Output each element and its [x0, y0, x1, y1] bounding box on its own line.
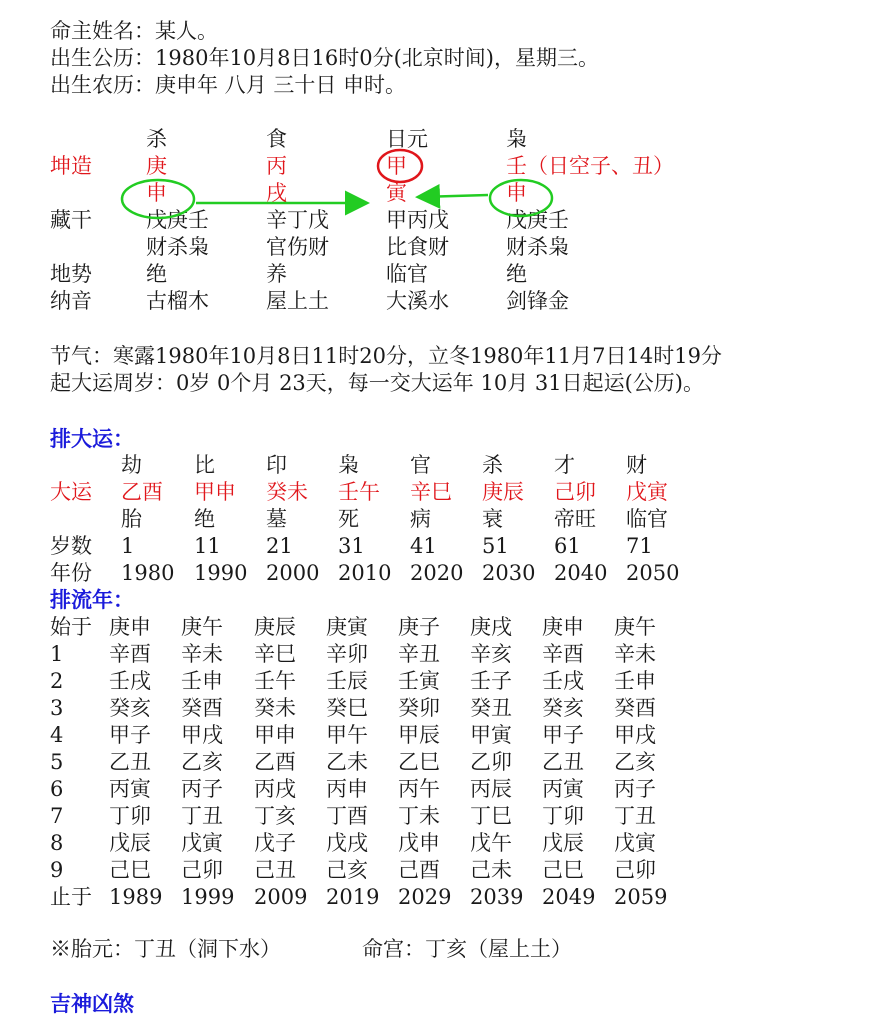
liunian-cell: 2029	[398, 885, 452, 909]
liunian-cell: 丙戌	[254, 777, 296, 801]
liunian-cell: 甲寅	[470, 723, 512, 747]
dayun-ganzhi: 庚辰	[482, 480, 524, 504]
liunian-cell: 己亥	[326, 858, 368, 882]
dayun-ganzhi: 己卯	[554, 480, 596, 504]
liunian-title: 排流年：	[50, 587, 134, 612]
liunian-cell: 戊戌	[326, 831, 368, 855]
pillar-nayin: 剑锋金	[506, 289, 569, 313]
liunian-cell: 壬申	[181, 669, 223, 693]
liunian-cell: 己卯	[181, 858, 223, 882]
dayun-ganzhi: 戊寅	[626, 480, 668, 504]
dayun-label: 大运	[50, 480, 92, 504]
dayun-state: 墓	[266, 507, 287, 531]
dayun-state: 帝旺	[554, 507, 596, 531]
pillar-shishen: 日元	[386, 127, 428, 151]
minggong-line: 命宫：丁亥（屋上土）	[362, 937, 572, 961]
liunian-cell: 庚午	[614, 615, 656, 639]
liunian-cell: 癸亥	[542, 696, 584, 720]
pillar-stem: 甲	[386, 154, 407, 178]
pillar-nayin: 屋上土	[266, 289, 329, 313]
liunian-cell: 己丑	[254, 858, 296, 882]
name-line: 命主姓名：某人。	[50, 19, 218, 43]
liunian-cell: 甲戌	[614, 723, 656, 747]
liunian-cell: 庚戌	[470, 615, 512, 639]
dishi-label: 地势	[50, 262, 92, 286]
green-arrow-hour-to-day	[420, 195, 488, 197]
dayun-state: 衰	[482, 507, 503, 531]
pillar-canggan-shishen: 财杀枭	[506, 235, 569, 259]
dayun-year: 1980	[121, 561, 175, 585]
dayun-state: 死	[338, 507, 359, 531]
dayun-shishen: 印	[266, 453, 287, 477]
dayun-shishen: 官	[410, 453, 431, 477]
liunian-cell: 癸卯	[398, 696, 440, 720]
dayun-age: 51	[482, 534, 509, 558]
liunian-cell: 丁卯	[109, 804, 151, 828]
dayun-title: 排大运：	[50, 426, 134, 451]
liunian-cell: 癸酉	[614, 696, 656, 720]
pillar-shishen: 杀	[146, 127, 167, 151]
liunian-row-label: 6	[50, 777, 64, 801]
dayun-year: 2030	[482, 561, 536, 585]
dayun-shishen: 杀	[482, 453, 503, 477]
liunian-cell: 辛未	[614, 642, 656, 666]
liunian-cell: 丙寅	[109, 777, 151, 801]
liunian-cell: 甲子	[542, 723, 584, 747]
dayun-year: 2020	[410, 561, 464, 585]
liunian-row-label: 止于	[50, 885, 92, 909]
dayun-ganzhi: 癸未	[266, 480, 308, 504]
liunian-cell: 戊寅	[181, 831, 223, 855]
liunian-cell: 甲子	[109, 723, 151, 747]
dayun-age: 71	[626, 534, 653, 558]
liunian-cell: 壬戌	[542, 669, 584, 693]
dayun-ganzhi: 壬午	[338, 480, 380, 504]
liunian-cell: 庚子	[398, 615, 440, 639]
liunian-cell: 辛未	[181, 642, 223, 666]
pillar-branch: 戌	[266, 181, 287, 205]
lunar-birth-line: 出生农历：庚申年 八月 三十日 申时。	[50, 73, 407, 97]
liunian-cell: 己巳	[109, 858, 151, 882]
liunian-row-label: 9	[50, 858, 64, 882]
liunian-cell: 壬寅	[398, 669, 440, 693]
dayun-shishen: 比	[194, 453, 215, 477]
liunian-cell: 2009	[254, 885, 308, 909]
liunian-row-label: 始于	[50, 615, 92, 639]
liunian-cell: 辛酉	[542, 642, 584, 666]
dayun-ganzhi: 甲申	[194, 480, 236, 504]
dayun-year: 2050	[626, 561, 680, 585]
pillar-branch: 寅	[386, 181, 407, 205]
liunian-cell: 己卯	[614, 858, 656, 882]
liunian-cell: 壬申	[614, 669, 656, 693]
liunian-cell: 丁丑	[181, 804, 223, 828]
liunian-cell: 丁巳	[470, 804, 512, 828]
liunian-row-label: 3	[50, 696, 64, 720]
liunian-cell: 庚辰	[254, 615, 296, 639]
dayun-ganzhi: 辛巳	[410, 480, 452, 504]
qiyun-line: 起大运周岁：0岁 0个月 23天，每一交大运年 10月 31日起运(公历)。	[50, 371, 704, 395]
pillar-canggan: 戊庚壬	[146, 208, 209, 232]
liunian-cell: 甲辰	[398, 723, 440, 747]
jieqi-line: 节气：寒露1980年10月8日11时20分，立冬1980年11月7日14时19分	[50, 344, 722, 368]
liunian-cell: 癸未	[254, 696, 296, 720]
pillar-dishi: 绝	[146, 262, 167, 286]
pillar-canggan: 甲丙戊	[386, 208, 449, 232]
dayun-state: 绝	[194, 507, 215, 531]
liunian-cell: 辛巳	[254, 642, 296, 666]
next-section-heading: 吉神凶煞	[50, 991, 134, 1016]
dayun-shishen: 财	[626, 453, 647, 477]
gender-label: 坤造	[50, 154, 92, 178]
dayun-ganzhi: 乙酉	[121, 480, 163, 504]
age-label: 岁数	[50, 534, 92, 558]
liunian-cell: 癸酉	[181, 696, 223, 720]
pillar-dishi: 绝	[506, 262, 527, 286]
dayun-shishen: 枭	[338, 453, 359, 477]
pillar-shishen: 食	[266, 127, 287, 151]
liunian-cell: 2049	[542, 885, 596, 909]
pillar-stem: 壬（日空子、丑）	[506, 154, 674, 178]
liunian-cell: 丁卯	[542, 804, 584, 828]
liunian-cell: 乙卯	[470, 750, 512, 774]
liunian-cell: 辛卯	[326, 642, 368, 666]
liunian-cell: 庚申	[109, 615, 151, 639]
liunian-row-label: 4	[50, 723, 64, 747]
dayun-year: 1990	[194, 561, 248, 585]
dayun-year: 2000	[266, 561, 320, 585]
liunian-cell: 庚午	[181, 615, 223, 639]
liunian-row-label: 8	[50, 831, 64, 855]
liunian-cell: 辛丑	[398, 642, 440, 666]
liunian-cell: 壬戌	[109, 669, 151, 693]
pillar-dishi: 养	[266, 262, 287, 286]
canggan-label: 藏干	[50, 208, 92, 232]
pillar-branch: 申	[506, 181, 527, 205]
liunian-cell: 甲申	[254, 723, 296, 747]
dayun-state: 胎	[121, 507, 142, 531]
liunian-cell: 戊辰	[542, 831, 584, 855]
pillar-canggan-shishen: 比食财	[386, 235, 449, 259]
dayun-age: 61	[554, 534, 581, 558]
liunian-cell: 乙丑	[542, 750, 584, 774]
liunian-cell: 乙巳	[398, 750, 440, 774]
liunian-cell: 己巳	[542, 858, 584, 882]
liunian-cell: 乙丑	[109, 750, 151, 774]
liunian-cell: 辛亥	[470, 642, 512, 666]
dayun-state: 临官	[626, 507, 668, 531]
pillar-stem: 庚	[146, 154, 167, 178]
liunian-cell: 戊午	[470, 831, 512, 855]
dayun-shishen: 劫	[121, 453, 142, 477]
pillar-canggan: 戊庚壬	[506, 208, 569, 232]
nayin-label: 纳音	[50, 289, 92, 313]
liunian-cell: 辛酉	[109, 642, 151, 666]
dayun-year: 2010	[338, 561, 392, 585]
pillar-nayin: 大溪水	[386, 289, 449, 313]
liunian-cell: 丙申	[326, 777, 368, 801]
dayun-age: 41	[410, 534, 437, 558]
liunian-cell: 丙辰	[470, 777, 512, 801]
liunian-cell: 戊辰	[109, 831, 151, 855]
liunian-cell: 甲午	[326, 723, 368, 747]
taiyuan-line: ※胎元：丁丑（洞下水）	[50, 937, 281, 961]
liunian-cell: 乙未	[326, 750, 368, 774]
liunian-cell: 2059	[614, 885, 668, 909]
pillar-canggan: 辛丁戊	[266, 208, 329, 232]
liunian-row-label: 2	[50, 669, 64, 693]
pillar-canggan-shishen: 官伤财	[266, 235, 329, 259]
liunian-cell: 己酉	[398, 858, 440, 882]
liunian-cell: 1999	[181, 885, 235, 909]
liunian-row-label: 5	[50, 750, 64, 774]
liunian-cell: 2039	[470, 885, 524, 909]
liunian-cell: 壬辰	[326, 669, 368, 693]
dayun-age: 11	[194, 534, 221, 558]
liunian-cell: 癸巳	[326, 696, 368, 720]
dayun-age: 21	[266, 534, 293, 558]
year-label: 年份	[50, 561, 92, 585]
liunian-cell: 丙午	[398, 777, 440, 801]
liunian-cell: 戊申	[398, 831, 440, 855]
liunian-cell: 庚寅	[326, 615, 368, 639]
liunian-cell: 癸丑	[470, 696, 512, 720]
liunian-cell: 戊子	[254, 831, 296, 855]
liunian-cell: 甲戌	[181, 723, 223, 747]
liunian-cell: 丙子	[181, 777, 223, 801]
liunian-cell: 2019	[326, 885, 380, 909]
dayun-shishen: 才	[554, 453, 575, 477]
liunian-cell: 癸亥	[109, 696, 151, 720]
liunian-cell: 庚申	[542, 615, 584, 639]
liunian-row-label: 1	[50, 642, 64, 666]
liunian-cell: 丙寅	[542, 777, 584, 801]
liunian-cell: 丁亥	[254, 804, 296, 828]
liunian-cell: 丙子	[614, 777, 656, 801]
liunian-cell: 壬子	[470, 669, 512, 693]
liunian-cell: 丁酉	[326, 804, 368, 828]
liunian-cell: 乙亥	[614, 750, 656, 774]
pillar-branch: 申	[146, 181, 167, 205]
liunian-row-label: 7	[50, 804, 64, 828]
dayun-age: 1	[121, 534, 135, 558]
dayun-year: 2040	[554, 561, 608, 585]
pillar-dishi: 临官	[386, 262, 428, 286]
liunian-cell: 己未	[470, 858, 512, 882]
pillar-stem: 丙	[266, 154, 287, 178]
pillar-canggan-shishen: 财杀枭	[146, 235, 209, 259]
liunian-cell: 丁未	[398, 804, 440, 828]
pillar-nayin: 古榴木	[146, 289, 209, 313]
liunian-cell: 乙酉	[254, 750, 296, 774]
liunian-cell: 壬午	[254, 669, 296, 693]
dayun-age: 31	[338, 534, 365, 558]
liunian-cell: 1989	[109, 885, 163, 909]
solar-birth-line: 出生公历：1980年10月8日16时0分(北京时间)，星期三。	[50, 46, 599, 70]
liunian-cell: 乙亥	[181, 750, 223, 774]
liunian-cell: 戊寅	[614, 831, 656, 855]
liunian-cell: 丁丑	[614, 804, 656, 828]
dayun-state: 病	[410, 507, 431, 531]
pillar-shishen: 枭	[506, 127, 527, 151]
